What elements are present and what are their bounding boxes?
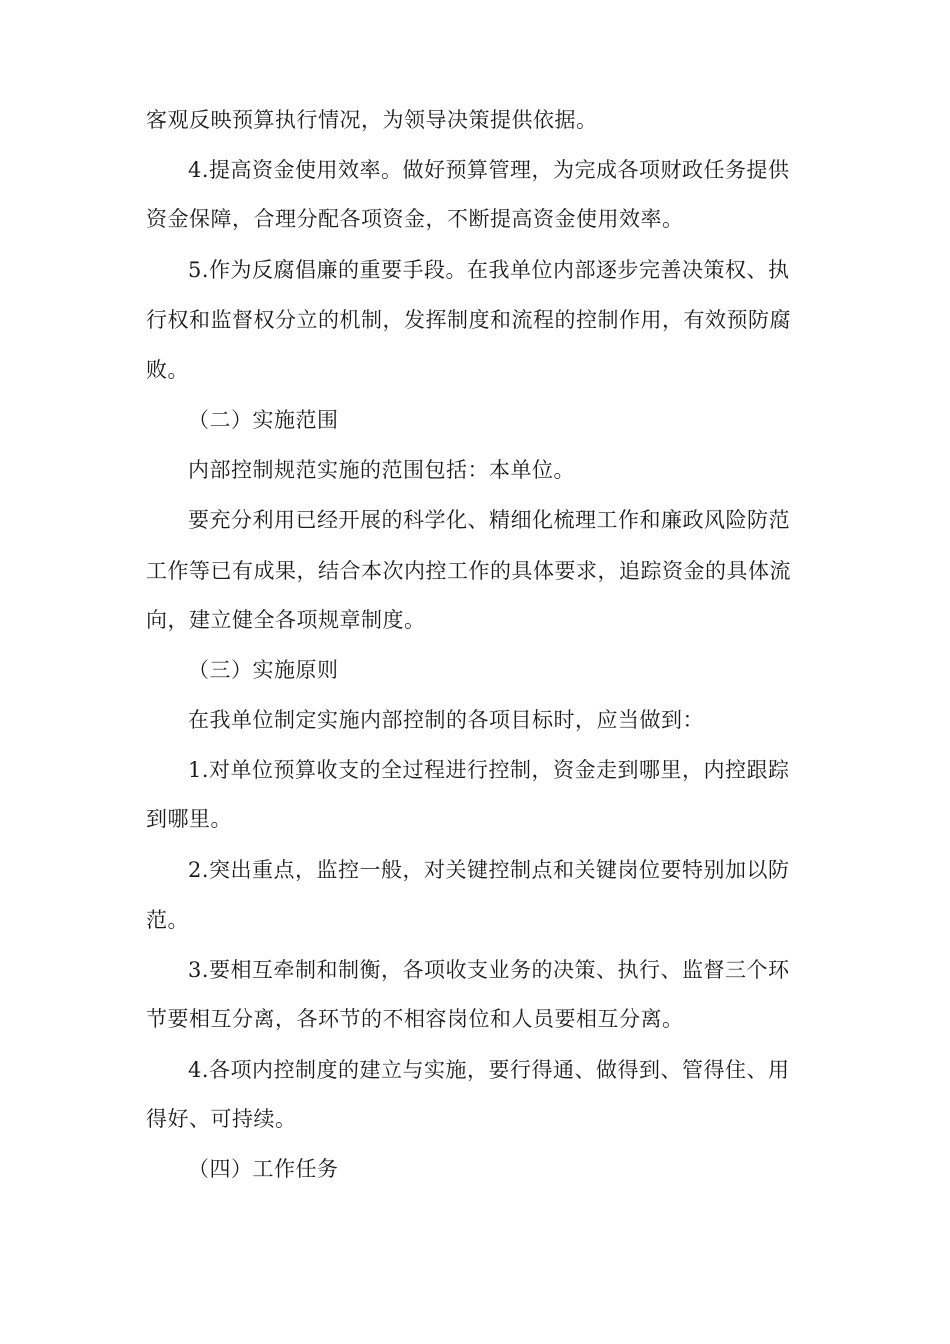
text-line: 在我单位制定实施内部控制的各项目标时，应当做到：: [188, 708, 704, 732]
text-line: 工作等已有成果，结合本次内控工作的具体要求，追踪资金的具体流: [146, 559, 791, 583]
text-line: 行权和监督权分立的机制，发挥制度和流程的控制作用，有效预防腐: [146, 308, 791, 332]
text-line: 向，建立健全各项规章制度。: [146, 608, 426, 632]
text-line: 4.各项内控制度的建立与实施，要行得通、做得到、管得住、用: [188, 1058, 790, 1082]
text-line: 范。: [146, 908, 189, 932]
text-line: 到哪里。: [146, 807, 232, 831]
section-heading: （三）实施原则: [188, 658, 339, 682]
text-line: 要充分利用已经开展的科学化、精细化梳理工作和廉政风险防范: [188, 508, 790, 532]
text-line: 内部控制规范实施的范围包括：本单位。: [188, 458, 575, 482]
text-line: 客观反映预算执行情况，为领导决策提供依据。: [146, 108, 598, 132]
text-line: 节要相互分离，各环节的不相容岗位和人员要相互分离。: [146, 1007, 684, 1031]
text-line: 3.要相互牵制和制衡，各项收支业务的决策、执行、监督三个环: [188, 958, 790, 982]
text-line: 得好、可持续。: [146, 1107, 297, 1131]
text-line: 败。: [146, 358, 189, 382]
text-line: 5.作为反腐倡廉的重要手段。在我单位内部逐步完善决策权、执: [188, 258, 790, 282]
section-heading: （二）实施范围: [188, 408, 339, 432]
text-line: 资金保障，合理分配各项资金，不断提高资金使用效率。: [146, 207, 684, 231]
text-line: 2.突出重点，监控一般，对关键控制点和关键岗位要特别加以防: [188, 858, 790, 882]
text-line: 1.对单位预算收支的全过程进行控制，资金走到哪里，内控跟踪: [188, 758, 790, 782]
section-heading: （四）工作任务: [188, 1157, 339, 1181]
text-line: 4.提高资金使用效率。做好预算管理，为完成各项财政任务提供: [188, 158, 790, 182]
